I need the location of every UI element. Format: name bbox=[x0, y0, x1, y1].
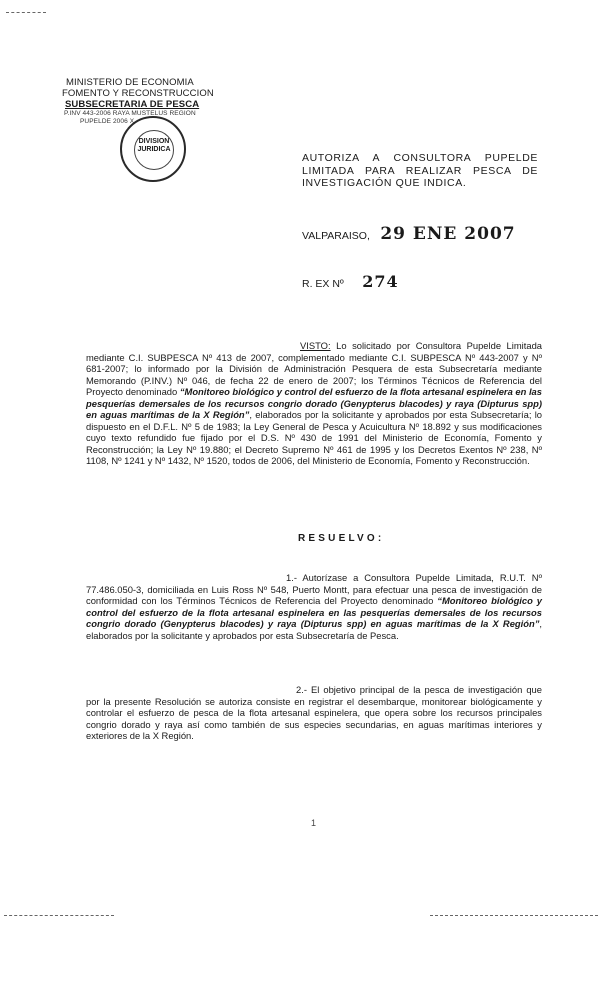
rex-number: 274 bbox=[362, 272, 399, 291]
stamp-line-1: DIVISION bbox=[138, 138, 170, 145]
reference-line-1: P.INV 443-2006 RAYA MUSTELUS REGION bbox=[64, 110, 196, 117]
location-label: VALPARAISO, bbox=[302, 230, 370, 242]
division-juridica-stamp bbox=[120, 116, 186, 182]
visto-project-name: “Monitoreo biológico y control del esfuerzo de la flota artesanal espinelera en las pesquerías demersales de los recursos congrio dorado (Genypterus blacodes) y raya (Dipturus spp) en aguas marítimas de la X Región” bbox=[86, 386, 542, 420]
visto-text-2: , elaborados por la solicitante y aprobados por esta Subsecretaría; lo dispuesto en el D.F.L. Nº 5 de 1983; la Ley General de Pesca y Acuicultura Nº 18.892 y sus modificaciones cuyo texto refundido fue fijado por el D.S. Nº 430 de 1991 del Ministerio de Economía, Fomento y Reconstrucción; la Ley Nº 19.880; el Decreto Supremo Nº 461 de 1995 y los Decretos Exentos Nº 238, Nº 1108, Nº 1241 y Nº 1432, Nº 1520, todos de 2006, del Ministerio de Economía, Fomento y Reconstrucción. bbox=[86, 409, 542, 466]
page-mark: 1 bbox=[311, 818, 317, 828]
article-2-paragraph bbox=[86, 684, 542, 742]
scan-edge-left bbox=[4, 915, 114, 916]
location-date bbox=[302, 224, 542, 244]
reference-line-2: PUPELDE 2006 X bbox=[80, 118, 135, 125]
rex-label: R. EX Nº bbox=[302, 278, 344, 290]
scan-edge-right bbox=[430, 915, 598, 916]
stamp-label bbox=[128, 138, 180, 154]
visto-label: VISTO: bbox=[300, 340, 331, 351]
visto-paragraph bbox=[86, 340, 542, 467]
ministry-subname: FOMENTO Y RECONSTRUCCION bbox=[62, 88, 214, 99]
subsecretaria-name: SUBSECRETARIA DE PESCA bbox=[65, 99, 200, 110]
visto-text-1: Lo solicitado por Consultora Pupelde Limitada mediante C.I. SUBPESCA Nº 413 de 2007, complementado mediante C.I. SUBPESCA Nº 443-2007 y Nº 681-2007; lo informado por la División de Administración Pesquera de esta Subsecretaría mediante Memorando (P.INV.) Nº 046, de fecha 22 de enero de 2007; los Términos Técnicos de Referencia del Proyecto denominado bbox=[86, 340, 542, 397]
article-1-text-1: 1.- Autorízase a Consultora Pupelde Limitada, R.U.T. Nº 77.486.050-3, domiciliada en Luis Ross Nº 548, Puerto Montt, para efectuar una pesca de investigación de conformidad con los Términos Técnicos de Referencia del Proyecto denominado bbox=[86, 572, 542, 606]
scan-artifact bbox=[6, 12, 46, 13]
resolution-number bbox=[302, 272, 502, 292]
article-1-project-name: “Monitoreo biológico y control del esfuerzo de la flota artesanal espinelera en las pesquerías demersales de los recursos congrio dorado (Genypterus blacodes) y raya (Dipturus spp) en aguas marítimas de la X Región” bbox=[86, 595, 543, 629]
resolution-date: 29 ENE 2007 bbox=[380, 224, 516, 244]
article-1-paragraph bbox=[86, 572, 542, 641]
resuelvo-heading: RESUELVO: bbox=[298, 533, 385, 544]
article-1-text-2: , elaborados por la solicitante y aprobados por esta Subsecretaría de Pesca. bbox=[86, 618, 542, 641]
resolution-title: AUTORIZA A CONSULTORA PUPELDE LIMITADA PARA REALIZAR PESCA DE INVESTIGACIÓN QUE INDICA. bbox=[302, 152, 538, 189]
stamp-line-2: JURIDICA bbox=[137, 146, 171, 153]
ministry-name: MINISTERIO DE ECONOMIA bbox=[66, 77, 194, 88]
article-2-text: 2.- El objetivo principal de la pesca de investigación que por la presente Resolución se autoriza consiste en registrar el desembarque, monitorear biológicamente y controlar el esfuerzo de pesca de la flota artesanal espinelera, que opera sobre los recursos principales congrio dorado y raya así como también de sus especies secundarias, en aguas marítimas interiores y exteriores de la X Región. bbox=[86, 684, 542, 741]
